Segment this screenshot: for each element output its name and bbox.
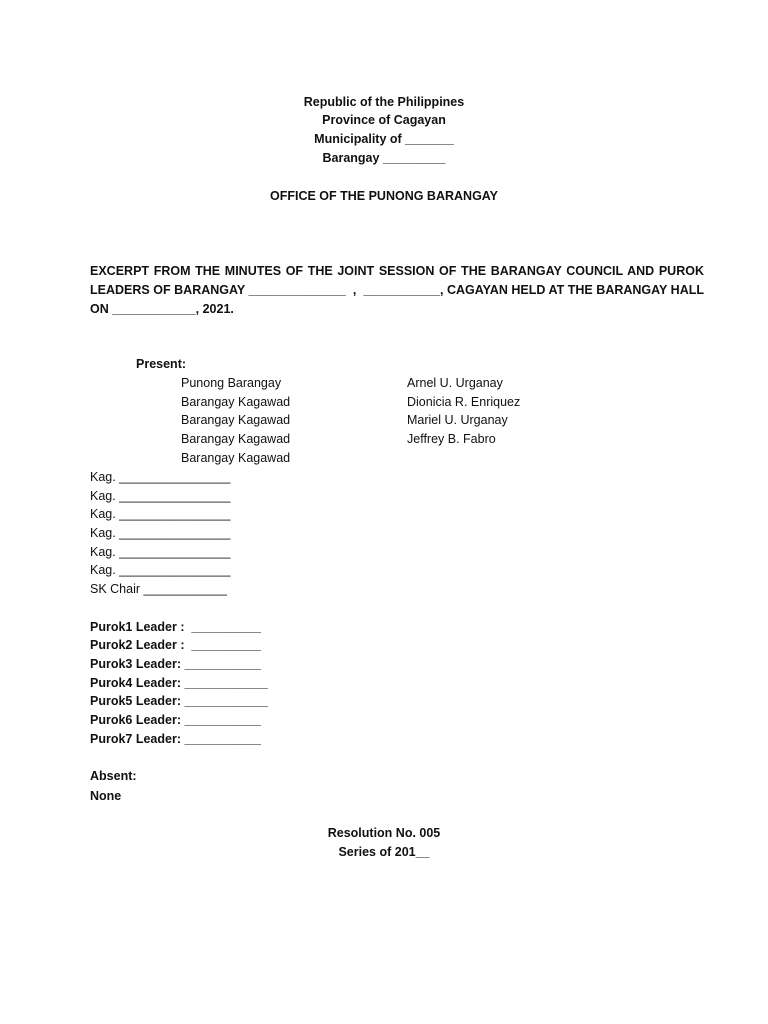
purok-leader-line: Purok7 Leader: ___________	[90, 732, 261, 746]
member-position: Punong Barangay	[181, 376, 282, 390]
purok-leader-line: Purok4 Leader: ____________	[90, 676, 268, 690]
office-title: OFFICE OF THE PUNONG BARANGAY	[269, 189, 499, 203]
member-name: Mariel U. Urganay	[407, 413, 508, 427]
excerpt-line-2: LEADERS OF BARANGAY ______________ , ___________, CAGAYAN HELD AT THE BARANGAY HALL	[90, 283, 704, 297]
excerpt-line-3: ON ____________, 2021.	[90, 302, 234, 316]
kag-line: Kag. ________________	[90, 470, 231, 484]
member-position: Barangay Kagawad	[181, 451, 291, 465]
member-position: Barangay Kagawad	[181, 413, 291, 427]
header-republic: Republic of the Philippines	[303, 95, 465, 109]
kag-line: Kag. ________________	[90, 507, 231, 521]
purok-leader-line: Purok6 Leader: ___________	[90, 713, 261, 727]
member-name: Jeffrey B. Fabro	[407, 432, 496, 446]
member-name: Dionicia R. Enriquez	[407, 395, 521, 409]
kag-line: Kag. ________________	[90, 563, 231, 577]
kag-line: Kag. ________________	[90, 545, 231, 559]
kag-line: Kag. ________________	[90, 489, 231, 503]
present-label: Present:	[136, 357, 187, 371]
absent-label: Absent:	[90, 769, 137, 783]
purok-leader-line: Purok5 Leader: ____________	[90, 694, 268, 708]
resolution-number: Resolution No. 005	[327, 826, 441, 840]
purok-leader-line: Purok2 Leader : __________	[90, 638, 261, 652]
header-province: Province of Cagayan	[322, 113, 446, 127]
kag-line: Kag. ________________	[90, 526, 231, 540]
excerpt-title	[90, 262, 704, 319]
member-name: Arnel U. Urganay	[407, 376, 503, 390]
sk-chair-line: SK Chair ____________	[90, 582, 227, 596]
excerpt-line-1: EXCERPT FROM THE MINUTES OF THE JOINT SESSION OF THE BARANGAY COUNCIL AND PUROK	[90, 264, 704, 278]
purok-leader-line: Purok3 Leader: ___________	[90, 657, 261, 671]
header-barangay: Barangay _________	[322, 151, 446, 165]
purok-leader-line: Purok1 Leader : __________	[90, 620, 261, 634]
header-municipality: Municipality of _______	[314, 132, 454, 146]
absent-value: None	[90, 789, 122, 803]
member-position: Barangay Kagawad	[181, 395, 291, 409]
resolution-series: Series of 201__	[338, 845, 430, 859]
member-position: Barangay Kagawad	[181, 432, 291, 446]
